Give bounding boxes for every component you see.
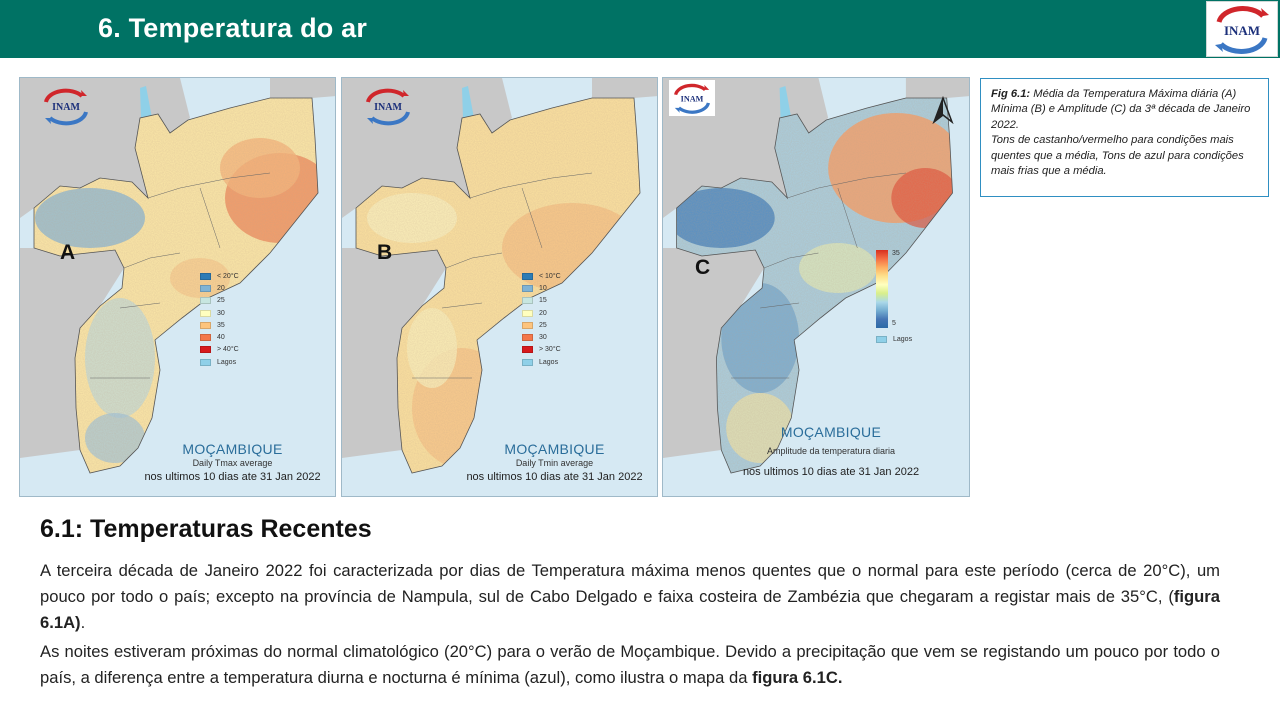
legend-swatch [522,273,533,280]
map-logo-text: INAM [680,94,704,104]
legend-swatch [876,336,887,343]
legend-item: 25 [522,319,561,331]
legend-item: Lagos [200,356,239,368]
map-country: MOÇAMBIQUE [780,424,882,440]
legend-item: > 40°C [200,344,239,356]
legend-swatch [522,285,533,292]
legend-swatch [522,334,533,341]
figure-ref-6-1c: figura 6.1C. [752,668,843,687]
legend-swatch [200,273,211,280]
inam-logo [1206,1,1278,57]
inam-map-logo [360,84,416,128]
map-country: MOÇAMBIQUE [182,441,283,457]
scale-max-label: 35 [892,250,900,257]
legend-swatch [522,322,533,329]
legend-item: 35 [200,319,239,331]
legend-item: < 10°C [522,270,561,282]
legend-item: 20 [522,307,561,319]
map-period: nos ultimos 10 dias ate 31 Jan 2022 [742,466,920,478]
legend-swatch [200,310,211,317]
legend [522,270,561,368]
legend-swatch [200,346,211,353]
map-logo-text: INAM [374,102,402,113]
inam-map-logo [38,84,94,128]
map-period: nos ultimos 10 dias ate 31 Jan 2022 [466,471,643,483]
map-panel-tmax [19,77,336,497]
legend-item: Lagos [522,356,561,368]
legend-swatch [200,359,211,366]
logo-text: INAM [1223,23,1261,38]
legend-swatch [522,359,533,366]
legend-item: 30 [200,307,239,319]
map-caption [663,424,969,478]
header-bar [0,0,1280,58]
paragraph-1: A terceira década de Janeiro 2022 foi caracterizada por dias de Temperatura máxima menos quentes que o normal para este período (cerca de 20°C), um pouco por todo o país; excepto na província de Nampula, sul de Cabo Delgado e faixa costeira de Zambézia que chegaram a registar mais de 35°C, (figura 6.1A). [40,561,1220,632]
panel-letter: A [60,241,76,264]
map-panel-amplitude [662,77,970,497]
legend-swatch [200,322,211,329]
figure-caption [980,78,1269,197]
map-period: nos ultimos 10 dias ate 31 Jan 2022 [144,471,321,483]
legend-swatch [522,346,533,353]
legend-swatch [522,310,533,317]
map-tmax [20,78,336,497]
figure-label: Fig 6.1: [991,88,1031,100]
map-subtitle: Daily Tmin average [515,458,594,468]
legend-item: 30 [522,331,561,343]
north-arrow-icon [931,96,955,124]
figure-ref-6-1a: figura 6.1A) [40,587,1220,632]
legend-swatch [200,297,211,304]
legend-swatch [522,297,533,304]
color-scale-bar [876,250,888,328]
panel-letter: B [377,241,393,264]
scale-min-label: 5 [892,320,896,327]
inam-map-logo [669,80,715,116]
figure-caption-text: Média da Temperatura Máxima diária (A) Mínima (B) e Amplitude (C) da 3ª década de Janeiro 2022. [991,88,1251,131]
map-logo-text: INAM [52,102,80,113]
legend [200,270,239,368]
legend-item: 40 [200,331,239,343]
map-subtitle: Amplitude da temperatura diaria [766,446,896,456]
figure-caption-text-2: Tons de castanho/vermelho para condições mais quentes que a média, Tons de azul para condições mais frias que a média. [991,134,1244,178]
map-caption [342,441,657,483]
legend-item: > 30°C [522,344,561,356]
legend-item: 15 [522,295,561,307]
map-country: MOÇAMBIQUE [504,441,605,457]
section-title: 6.1: Temperaturas Recentes [40,515,372,543]
panel-letter: C [695,256,711,279]
legend-swatch [200,334,211,341]
page-title: 6. Temperatura do ar [98,13,368,43]
legend-item: 20 [200,282,239,294]
legend-swatch [200,285,211,292]
map-tmin [342,78,658,497]
legend-item: < 20°C [200,270,239,282]
map-panel-tmin [341,77,658,497]
legend-item: 25 [200,295,239,307]
legend-item: 10 [522,282,561,294]
map-caption [20,441,335,483]
paragraph-2: As noites estiveram próximas do normal climatológico (20°C) para o verão de Moçambique. Devido a precipitação que vem se registando um pouco por todo o país, a diferença entre a temperatura diurna e nocturna é mínima (azul), como ilustra o mapa da figura 6.1C. [40,642,1220,687]
map-subtitle: Daily Tmax average [192,458,273,468]
legend-item-lagos: Lagos [876,336,912,343]
